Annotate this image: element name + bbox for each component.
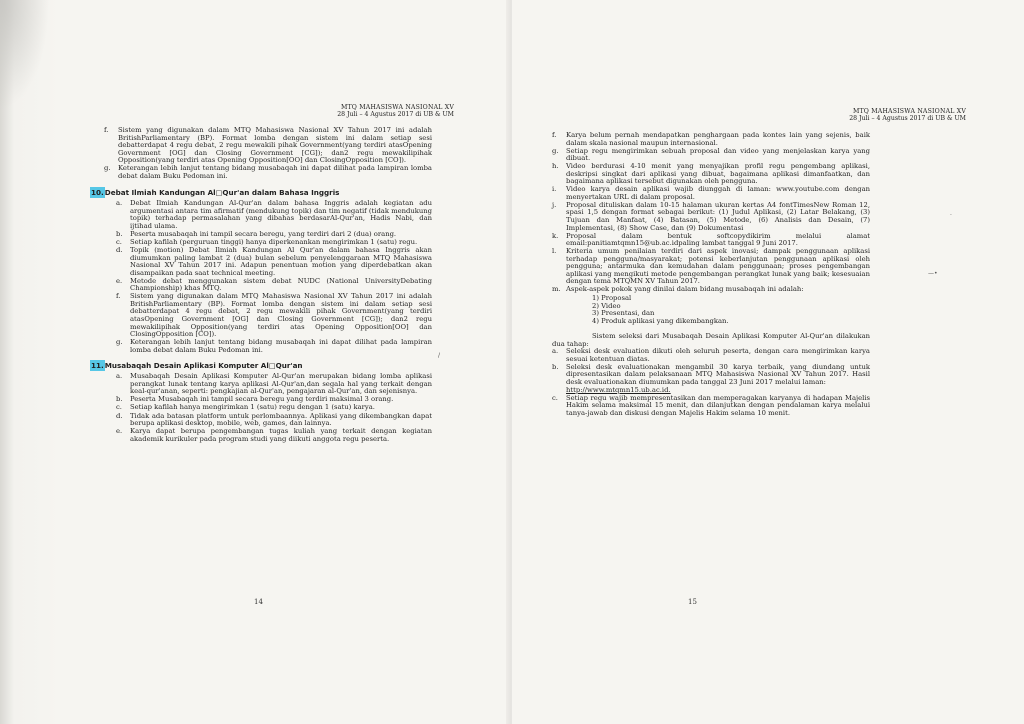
list-marker: l. xyxy=(552,247,557,256)
list-marker: a. xyxy=(116,372,123,381)
list-marker: b. xyxy=(552,362,559,371)
list-item xyxy=(552,186,870,201)
aspect-item: 4) Produk aplikasi yang dikembangkan. xyxy=(592,316,729,325)
list-item xyxy=(116,373,432,396)
list-marker: f. xyxy=(552,131,557,139)
header-dates: 28 Juli – 4 Agustus 2017 di UB & UM xyxy=(849,115,966,123)
list-marker: k. xyxy=(552,231,559,240)
list-item-text: Topik (motion) Debat Ilmiah Kandungan Al Qur'an dalam bahasa Inggris akan diumumkan paling lambat 2 (dua) bulan sebelum penyelenggaraan MTQ Mahasiswa Nasional XV Tahun 2017 ini. Adapun penentuan motion yang diperdebatkan akan disampaikan pada saat technical meeting. xyxy=(130,246,432,277)
list-item-text: Peserta Musabaqah ini tampil secara beregu yang terdiri maksimal 3 orang. xyxy=(130,395,394,404)
left-page-header xyxy=(268,104,454,119)
header-title: MTQ MAHASISWA NASIONAL XV xyxy=(340,104,454,111)
list-item xyxy=(552,348,870,363)
list-marker: d. xyxy=(116,411,123,420)
scan-mark: · xyxy=(950,212,952,219)
selection-intro: Sistem seleksi dari Musabaqah Desain Aplikasi Komputer Al-Qur'an dilakukan dua tahap: xyxy=(552,332,870,348)
list-item xyxy=(552,233,870,248)
list-item xyxy=(116,278,432,293)
list-marker: b. xyxy=(116,395,123,404)
right-page xyxy=(512,0,1024,724)
list-item-text: Karya dapat berupa pengembangan tugas kuliah yang terkait dengan kegiatan akademik kurikuler pada program studi yang diikuti anggota regu peserta. xyxy=(130,427,432,443)
section-10-list xyxy=(116,200,432,354)
list-marker: c. xyxy=(116,238,122,247)
list-marker: j. xyxy=(552,200,557,209)
list-item-text: Musabaqah Desain Aplikasi Komputer Al-Qur'an merupakan bidang lomba aplikasi perangkat lunak tentang karya aplikasi Al-Qur'an,dan segala hal yang terkait dengan keal-qur'anan, seperti: pengkajian al-Qur'an, pengajaran al-Qur'an, dan sejenisnya. xyxy=(130,372,432,396)
list-item xyxy=(552,148,870,163)
right-page-content xyxy=(552,132,870,418)
list-item xyxy=(552,248,870,286)
section-11-number: 11. xyxy=(91,361,104,371)
list-item-text: Video karya desain aplikasi wajib diunggah di laman: www.youtube.com dengan menyertakan URL di dalam proposal. xyxy=(566,185,870,201)
section-10-number: 10. xyxy=(91,188,104,198)
list-item xyxy=(116,413,432,428)
list-marker: d. xyxy=(116,246,123,255)
list-marker: b. xyxy=(116,230,123,239)
page-number-right: 15 xyxy=(688,598,697,606)
list-item-text: Proposal dalam bentuk softcopydikirim melalui alamat email:panitiamtqmn15@ub.ac.idpaling lambat tanggal 9 Juni 2017. xyxy=(566,231,870,248)
left-top-list xyxy=(104,127,432,180)
list-item-text: Seleksi desk evaluationakan mengambil 30 karya terbaik, yang diundang untuk dipresentasikan dalam pelaksanaan MTQ Mahasiswa Nasional XV Tahun 2017. Hasil desk evaluationakan diumumkan pada tanggal 23 Juni 2017 melalui laman: xyxy=(566,362,870,386)
list-item xyxy=(552,286,870,294)
list-marker: f. xyxy=(104,126,109,134)
section-10-heading: Debat Ilmiah Kandungan Al□Qur'an dalam Bahasa Inggris xyxy=(104,188,340,198)
list-item-text: Keterangan lebih lanjut tentang bidang musabaqah ini dapat dilihat pada lampiran lomba debat dalam Buku Pedoman ini. xyxy=(130,338,432,354)
list-item-text: Kriteria umum penilaian terdiri dari aspek inovasi; dampak penggunaan aplikasi terhadap pengguna/masyarakat; potensi keberlanjutan penggunaan aplikasi oleh pengguna; antarmuka dan kemudahan dalam penggunaan; proses pengembangan aplikasi yang mengikuti metode pengembangan perangkat lunak yang baik; kesesuaian dengan tema MTQMN XV Tahun 2017. xyxy=(566,247,870,286)
list-marker: e. xyxy=(116,276,123,285)
list-marker: g. xyxy=(116,338,123,347)
scan-shadow xyxy=(0,0,50,110)
aspect-item: 2) Video xyxy=(592,301,621,310)
aspect-item: 3) Presentasi, dan xyxy=(592,309,655,318)
right-item-list xyxy=(552,132,870,294)
list-item xyxy=(552,163,870,186)
list-item-text: Setiap kafilah (perguruan tinggi) hanya diperkenankan mengirimkan 1 (satu) regu. xyxy=(130,238,418,247)
list-item-text: Sistem yang digunakan dalam MTQ Mahasiswa Nasional XV Tahun 2017 ini adalah BritishParliamentary (BP). Format lomba dengan sistem ini dalam setiap sesi debatterdapat 4 regu debat, 2 regu mewakili pihak Government(yang terdiri atasOpening Government [OG] dan Closing Government [CG]); dan2 regu mewakilipihak Opposition(yang terdiri atas Opening Opposition[OO] dan ClosingOpposition [CO]). xyxy=(118,126,432,165)
list-item-text: Debat Ilmiah Kandungan Al-Qur'an dalam bahasa Inggris adalah kegiatan adu argumentasi antara tim afirmatif (mendukung topik) dan tim negatif (tidak mendukung topik) terhadap permasalahan yang dibahas berdasarAl-Qur'an, Hadis Nabi, dan ijtihad ulama. xyxy=(130,199,432,230)
section-10-title xyxy=(90,188,432,197)
list-item-text: Setiap regu wajib mempresentasikan dan memperagakan karyanya di hadapan Majelis Hakim selama maksimal 15 menit, dan dilanjutkan dengan pendalaman karya melalui tanya-jawab dan diskusi dengan Majelis Hakim selama 10 menit. xyxy=(566,393,870,417)
list-item xyxy=(552,395,870,418)
list-item-text: Aspek-aspek pokok yang dinilai dalam bidang musabaqah ini adalah: xyxy=(566,285,804,294)
list-item-text: Setiap kafilah hanya mengirimkan 1 (satu) regu dengan 1 (satu) karya. xyxy=(130,403,375,412)
list-marker: m. xyxy=(552,285,561,294)
list-marker: a. xyxy=(116,199,123,208)
list-item-text: Tidak ada batasan platform untuk perlombaannya. Aplikasi yang dikembangkan dapat berupa aplikasi desktop, mobile, web, games, dan lainnya. xyxy=(130,411,432,428)
scan-mark: —• xyxy=(928,270,938,277)
list-marker: f. xyxy=(116,292,121,301)
section-11-heading: Musabaqah Desain Aplikasi Komputer Al□Qur'an xyxy=(104,361,303,371)
list-marker: g. xyxy=(552,146,559,155)
list-item xyxy=(116,200,432,230)
results-link[interactable]: http://www.mtqmn15.ub.ac.id. xyxy=(566,385,671,394)
list-item-text: Sistem yang digunakan dalam MTQ Mahasiswa Nasional XV Tahun 2017 ini adalah BritishParliamentary (BP). Format lomba dengan sistem ini dalam setiap sesi debatterdapat 4 regu debat, 2 regu mewakili pihak Government(yang terdiri atasOpening Government [OG] dan Closing Government [CG]); dan2 regu mewakilipihak Opposition(yang terdiri atas Opening Opposition[OO] dan ClosingOpposition [CO]). xyxy=(130,292,432,339)
list-item xyxy=(116,339,432,354)
list-item-text: Seleksi desk evaluation dikuti oleh seluruh peserta, dengan cara mengirimkan karya sesuai ketentuan diatas. xyxy=(566,347,870,363)
list-item xyxy=(104,165,432,180)
right-page-header xyxy=(780,108,966,123)
header-dates: 28 Juli – 4 Agustus 2017 di UB & UM xyxy=(337,111,454,119)
list-item-text: Video berdurasi 4-10 menit yang menyajikan profil regu pengembang aplikasi, deskripsi singkat dari aplikasi yang dibuat, bagaimana aplikasi dimanfaatkan, dan bagaimana aplikasi tersebut digunakan oleh pengguna. xyxy=(566,162,870,186)
section-11-list xyxy=(116,373,432,443)
list-item xyxy=(552,364,870,394)
list-marker: e. xyxy=(116,427,123,436)
header-title: MTQ MAHASISWA NASIONAL XV xyxy=(852,108,966,115)
left-page-content xyxy=(91,126,432,444)
list-item-text: Keterangan lebih lanjut tentang bidang musabaqah ini dapat dilihat pada lampiran lomba debat dalam Buku Pedoman ini. xyxy=(118,164,432,180)
list-marker: i. xyxy=(552,185,557,194)
aspect-list xyxy=(592,295,870,325)
list-item xyxy=(104,127,432,165)
list-marker: h. xyxy=(552,162,559,171)
list-item xyxy=(116,428,432,443)
selection-list xyxy=(552,348,870,417)
page-number-left: 14 xyxy=(254,598,263,606)
scan-mark: / xyxy=(438,352,441,359)
list-marker: c. xyxy=(116,403,122,412)
aspect-item: 1) Proposal xyxy=(592,293,632,302)
list-item-text: Peserta musabaqah ini tampil secara beregu, yang terdiri dari 2 (dua) orang. xyxy=(130,230,397,239)
list-marker: c. xyxy=(552,393,558,402)
list-item-text: Setiap regu mengirimkan sebuah proposal dan video yang menjelaskan karya yang dibuat. xyxy=(566,146,870,163)
section-11-title xyxy=(90,361,432,370)
list-item xyxy=(552,202,870,232)
list-item-text: Metode debat menggunakan sistem debat NUDC (National UniversityDebating Championship) khas MTQ. xyxy=(130,276,432,293)
list-item xyxy=(116,247,432,277)
list-item-text: Karya belum pernah mendapatkan penghargaan pada kontes lain yang sejenis, baik dalam skala nasional maupun internasional. xyxy=(566,131,870,147)
list-item xyxy=(116,293,432,338)
list-item-text: Proposal dituliskan dalam 10-15 halaman ukuran kertas A4 fontTimesNew Roman 12, spasi 1,5 dengan format sebagai berikut: (1) Judul Aplikasi, (2) Latar Belakang, (3) Tujuan dan Manfaat, (4) Batasan, (5) Metode, (6) Analisis dan Desain, (7) Implementasi, (8) Show Case, dan (9) Dokumentasi xyxy=(566,200,870,232)
list-item xyxy=(552,132,870,147)
list-marker: a. xyxy=(552,347,559,356)
list-marker: g. xyxy=(104,164,111,173)
